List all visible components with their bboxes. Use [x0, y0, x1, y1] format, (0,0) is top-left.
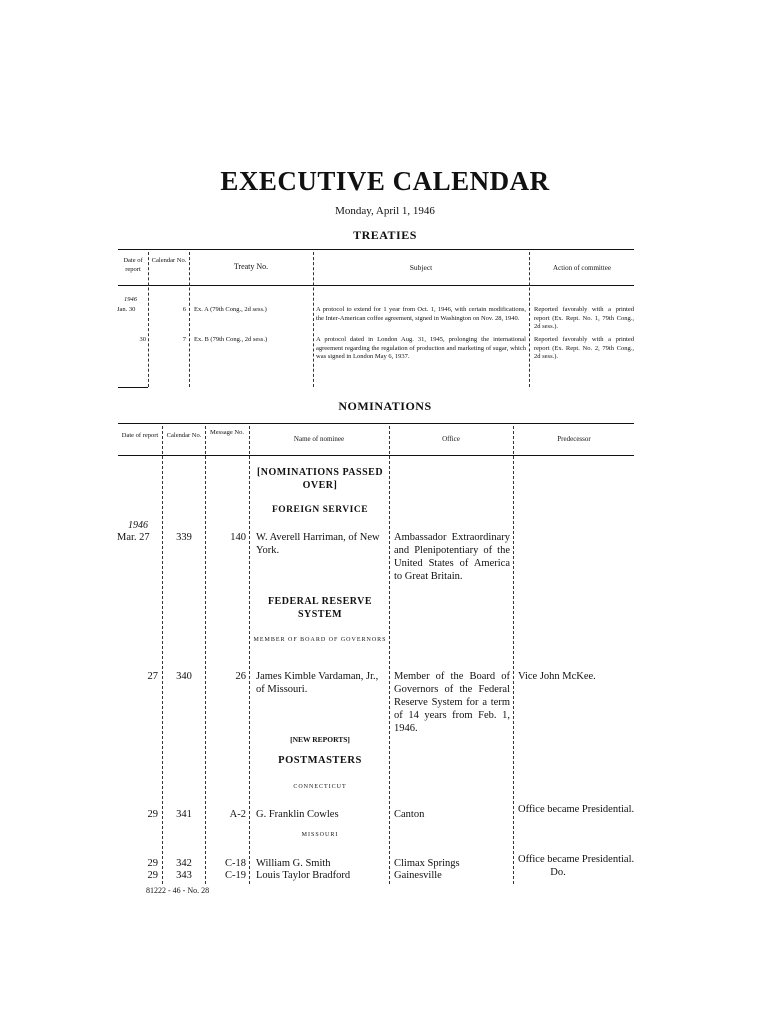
- treaties-col-action: Action of committee: [553, 264, 611, 272]
- nomination-date: 29: [147, 809, 158, 820]
- nominations-col-office: Office: [442, 435, 460, 443]
- page-title: EXECUTIVE CALENDAR: [220, 166, 550, 196]
- treaties-col-calendar: Calendar No.: [151, 257, 187, 264]
- connecticut-subheading: CONNECTICUT: [293, 784, 347, 790]
- nomination-date: 29: [147, 858, 158, 869]
- treaty-calendar-no: 6: [182, 306, 186, 313]
- nominations-top-rule: [118, 423, 634, 424]
- nomination-date: 27: [147, 671, 158, 682]
- nomination-date: 29: [147, 870, 158, 881]
- nominee-predecessor: Do.: [550, 867, 566, 878]
- nominee-office: Climax Springs: [394, 858, 460, 869]
- nomination-message-no: 140: [230, 532, 246, 543]
- nomination-calendar-no: 340: [176, 671, 192, 682]
- nominations-col-message: Message No.: [210, 429, 244, 436]
- nominations-col-date: Date of report: [121, 432, 159, 439]
- treaties-col-treaty: Treaty No.: [233, 262, 269, 271]
- nomination-calendar-no: 341: [176, 809, 192, 820]
- nominations-year: 1946: [128, 520, 148, 531]
- nominee-predecessor: Office became Presidential.: [518, 804, 635, 815]
- passed-over-heading: [NOMINATIONS PASSED OVER]: [256, 467, 384, 491]
- nominee-predecessor: Vice John McKee.: [518, 671, 596, 682]
- nomination-calendar-no: 339: [176, 532, 192, 543]
- federal-reserve-heading: FEDERAL RESERVE SYSTEM: [267, 596, 373, 620]
- nomination-message-no: C-18: [225, 858, 246, 869]
- treaty-date: Jan. 30: [117, 306, 136, 313]
- footer-imprint: 81222 - 46 - No. 28: [146, 886, 210, 895]
- treaty-calendar-no: 7: [182, 336, 186, 343]
- treaty-subject: A protocol dated in London Aug. 31, 1945, prolonging the international agreement regarding the regulation of production and marketing of sugar, which was signed in London May 6, 1937.: [316, 336, 526, 360]
- nominee-name: W. Averell Harriman, of New York.: [256, 532, 380, 556]
- treaties-year: 1946: [124, 296, 137, 303]
- treaties-top-rule: [118, 249, 634, 250]
- treaties-col-subject: Subject: [409, 263, 433, 272]
- treaties-col-date: Date of report: [123, 257, 143, 273]
- nominations-heading: NOMINATIONS: [338, 399, 432, 413]
- nominee-office: Member of the Board of Governors of the Federal Reserve System for a term of 14 years from Feb. 1, 1946.: [394, 671, 510, 734]
- nomination-message-no: C-19: [225, 870, 246, 881]
- nomination-calendar-no: 342: [176, 858, 192, 869]
- nominations-col-name: Name of nominee: [293, 435, 345, 443]
- postmasters-heading: POSTMASTERS: [278, 755, 362, 766]
- nominee-office: Ambassador Extraordinary and Plenipotentiary of the United States of America to Great Britain.: [394, 532, 510, 582]
- nominee-name: G. Franklin Cowles: [256, 809, 339, 820]
- foreign-service-heading: FOREIGN SERVICE: [271, 505, 369, 515]
- treaty-number: Ex. B (79th Cong., 2d sess.): [194, 336, 268, 343]
- nominations-header-rule: [118, 455, 634, 456]
- treaties-bottom-rule: [118, 387, 148, 388]
- nomination-calendar-no: 343: [176, 870, 192, 881]
- board-of-governors-subheading: MEMBER OF BOARD OF GOVERNORS: [253, 637, 387, 643]
- nominee-name: Louis Taylor Bradford: [256, 870, 351, 881]
- treaty-date: 30: [139, 336, 146, 343]
- nominee-predecessor: Office became Presidential.: [518, 854, 635, 865]
- treaty-action: Reported favorably with a printed report (Ex. Rept. No. 1, 79th Cong., 2d sess.).: [534, 306, 634, 330]
- nominee-office: Gainesville: [394, 870, 442, 881]
- missouri-subheading: MISSOURI: [301, 832, 339, 838]
- nomination-message-no: A-2: [229, 809, 246, 820]
- calendar-date: Monday, April 1, 1946: [335, 205, 435, 217]
- treaty-action: Reported favorably with a printed report (Ex. Rept. No. 2, 79th Cong., 2d sess.).: [534, 336, 634, 360]
- treaty-number: Ex. A (79th Cong., 2d sess.): [194, 306, 267, 313]
- treaties-header-rule: [118, 285, 634, 286]
- treaties-heading: TREATIES: [353, 228, 417, 242]
- nominee-name: William G. Smith: [256, 858, 331, 869]
- treaty-subject: A protocol to extend for 1 year from Oct. 1, 1946, with certain modifications, the Inter-American coffee agreement, signed in Washington on Nov. 28, 1940.: [316, 306, 526, 322]
- nominee-office: Canton: [394, 809, 425, 820]
- new-reports-heading: [NEW REPORTS]: [290, 735, 350, 744]
- nominations-col-predecessor: Predecessor: [557, 435, 591, 443]
- nomination-date: Mar. 27: [117, 532, 150, 543]
- nominations-col-calendar: Calendar No.: [166, 432, 202, 439]
- nomination-message-no: 26: [235, 671, 246, 682]
- nominee-name: James Kimble Vardaman, Jr., of Missouri.: [256, 671, 379, 695]
